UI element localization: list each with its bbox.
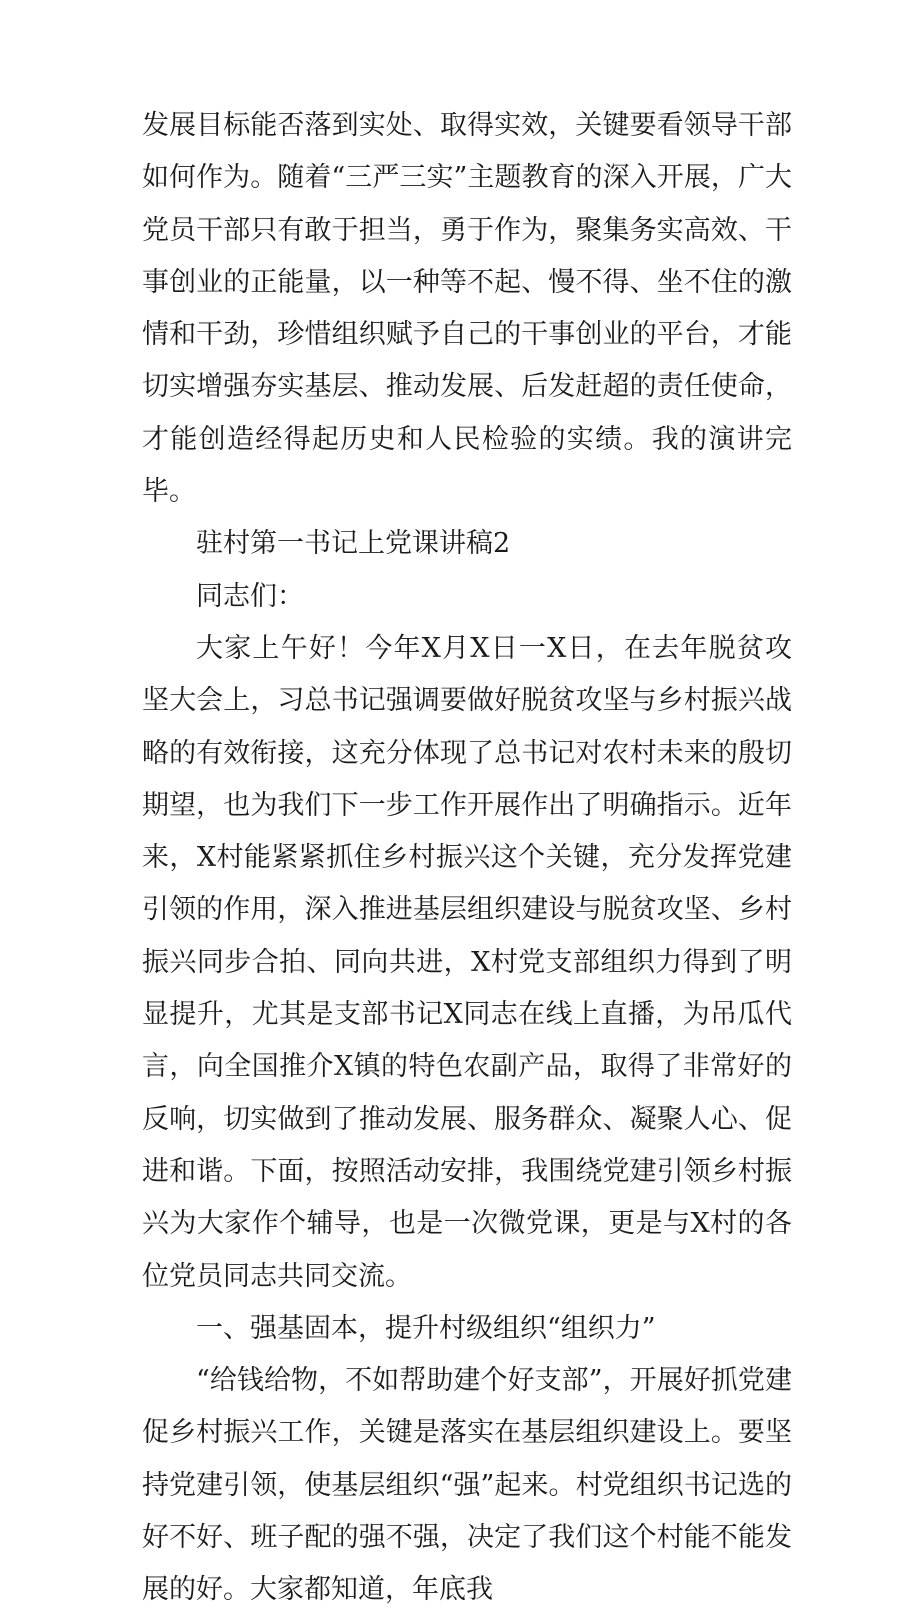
speech-title: 驻村第一书记上党课讲稿2 <box>196 528 511 560</box>
paragraph-opening: 大家上午好！今年X月X日一X日，在去年脱贫攻坚大会上，习总书记强调要做好脱贫攻坚与乡村振兴战略的有效衔接，这充分体现了总书记对农村未来的殷切期望，也为我们下一步工作开展作出了明确指示。近年来，X村能紧紧抓住乡村振兴这个关键，充分发挥党建引领的作用，深入推进基层组织建设与脱贫攻坚、乡村振兴同步合拍、同向共进，X村党支部组织力得到了明显提升，尤其是支部书记X同志在线上直播，为吊瓜代言，向全国推介X镇的特色农副产品，取得了非常好的反响，切实做到了推动发展、服务群众、凝聚人心、促进和谐。下面，按照活动安排，我围绕党建引领乡村振兴为大家作个辅导，也是一次微党课，更是与X村的各位党员同志共同交流。 <box>142 632 792 1292</box>
paragraph-continuation: 发展目标能否落到实处、取得实效，关键要看领导干部如何作为。随着“三严三实”主题教育的深入开展，广大党员干部只有敢于担当，勇于作为，聚集务实高效、干事创业的正能量，以一种等不起、慢不得、坐不住的激情和干劲，珍惜组织赋予自己的干事创业的平台，才能切实增强夯实基层、推动发展、后发赶超的责任使命，才能创造经得起历史和人民检验的实绩。我的演讲完毕。 <box>142 110 792 508</box>
document-body <box>142 100 792 1617</box>
paragraph-section-1: “给钱给物，不如帮助建个好支部”，开展好抓党建促乡村振兴工作，关键是落实在基层组织建设上。要坚持党建引领，使基层组织“强”起来。村党组织书记选的好不好、班子配的强不强，决定了我们这个村能不能发展的好。大家都知道，年底我 <box>142 1365 792 1606</box>
section-heading-1: 一、强基固本，提升村级组织“组织力” <box>196 1312 656 1344</box>
salutation: 同志们： <box>196 580 304 612</box>
